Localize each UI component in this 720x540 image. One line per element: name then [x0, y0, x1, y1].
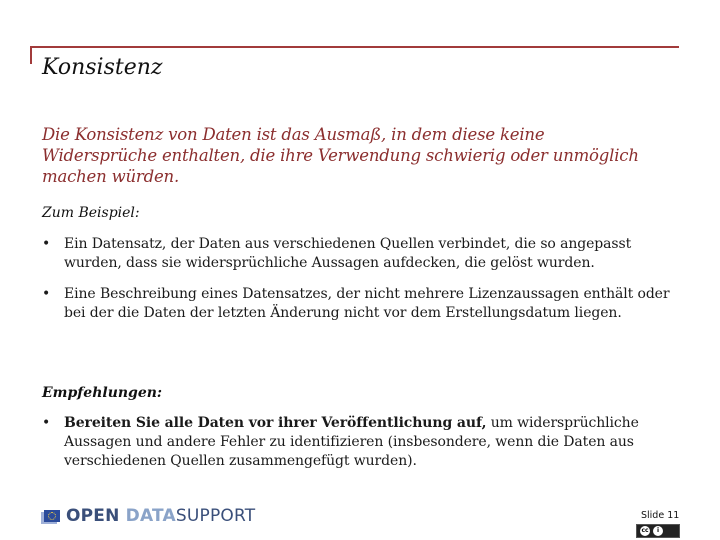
slide-title: Konsistenz — [42, 55, 163, 80]
examples-list — [42, 235, 672, 323]
cc-by-license-icon — [636, 524, 680, 538]
list-item — [42, 285, 672, 323]
bullet: • — [42, 286, 51, 302]
by-person-icon: i — [653, 526, 663, 536]
slide-number: Slide 11 — [641, 510, 680, 521]
bullet: • — [42, 236, 51, 252]
title-frame-corner — [30, 46, 32, 64]
list-item-text: Eine Beschreibung eines Datensatzes, der nicht mehrere Lizenzaussagen enthält oder bei der die Daten der letzten Änderung nicht vor dem Erstellungsdatum liegen. — [64, 286, 670, 321]
recommendations-heading: Empfehlungen: — [42, 385, 163, 401]
logo-word-support: SUPPORT — [175, 506, 256, 526]
recommendations-list — [42, 414, 672, 471]
list-item — [42, 235, 672, 273]
title-frame-line — [30, 46, 679, 48]
eu-flag-icon — [44, 510, 60, 522]
recommendation-text: um widersprüchliche Aussagen und andere Fehler zu identifizieren (insbesondere, wenn die Daten aus verschiedenen Quellen zusammengefügt wurden). — [64, 415, 639, 469]
bullet: • — [42, 415, 51, 431]
list-item — [42, 414, 672, 471]
recommendation-emphasis: Bereiten Sie alle Daten vor ihrer Veröffentlichung auf, — [64, 415, 487, 431]
cc-circle-icon: cc — [641, 527, 649, 534]
logo-word-data: DATA — [125, 506, 176, 526]
examples-heading: Zum Beispiel: — [42, 205, 140, 221]
logo-word-open: OPEN — [66, 506, 126, 526]
list-item-text: Ein Datensatz, der Daten aus verschiedenen Quellen verbindet, die so angepasst wurden, dass sie widersprüchliche Aussagen aufdecken, die gelöst wurden. — [64, 236, 632, 271]
open-data-support-logo — [44, 506, 255, 526]
intro-paragraph: Die Konsistenz von Daten ist das Ausmaß, in dem diese keine Widersprüche enthalten, die ihre Verwendung schwierig oder unmöglich machen würden. — [42, 125, 639, 186]
